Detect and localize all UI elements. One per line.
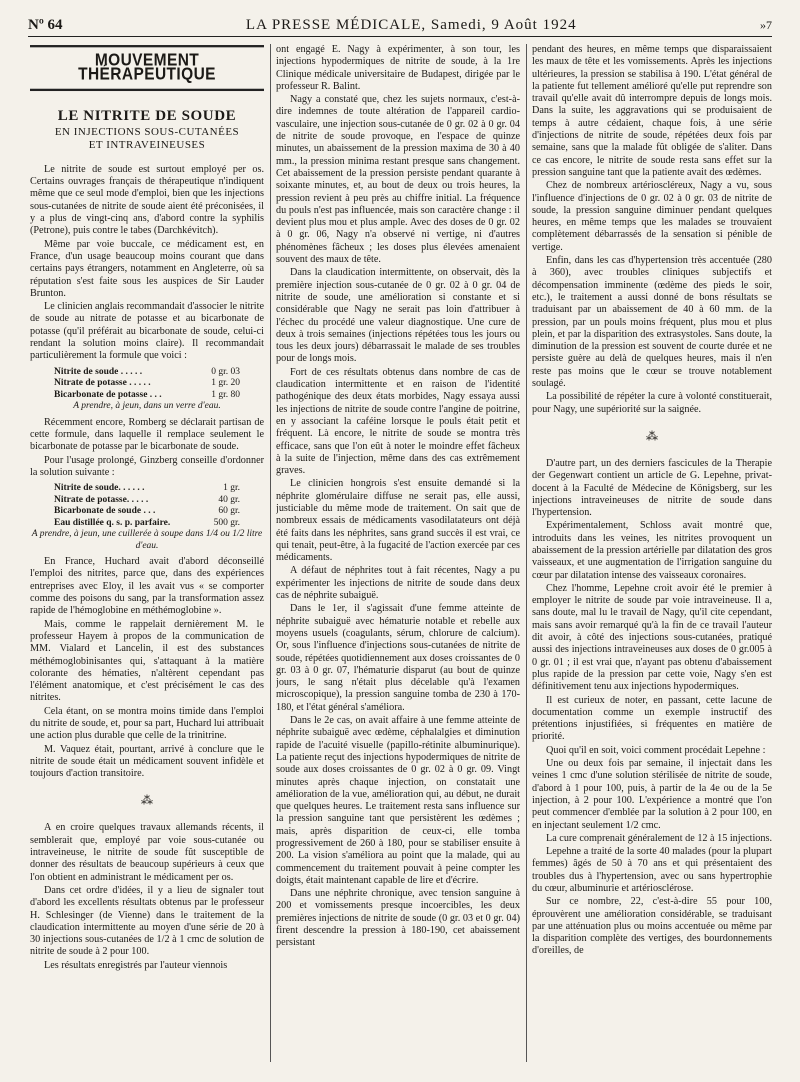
- column-3: [532, 44, 772, 1072]
- paragraph: Dans cet ordre d'idées, il y a lieu de signaler tout d'abord les excellents résultats obtenus par le professeur H. Schlesinger (de Vienne) dans le traitement de la claudication intermittente au moyen d'une série de 20 à 30 injections sous-cutanées de 1/2 à 1 cmc de solution de nitrite de soude à 2 pour 100.: [30, 884, 264, 958]
- column-1: [30, 44, 264, 1072]
- paragraph: Récemment encore, Romberg se déclarait partisan de cette formule, dans laquelle il remplace seulement le bicarbonate de potasse par le bicarbonate de soude.: [30, 416, 264, 453]
- paragraph: ont engagé E. Nagy à expérimenter, à son tour, les injections hypodermiques de nitrite de soude, à la 1re Clinique médicale universitaire de Budapest, dirigée par le professeur R. Balint.: [276, 44, 520, 92]
- paragraph: Pour l'usage prolongé, Ginzberg conseille d'ordonner la solution suivante :: [30, 454, 264, 478]
- paragraph: Il est curieux de noter, en passant, cette lacune de documentation comme un exemple instructif des prétentions injustifiées, si fréquentes en matière de priorité.: [532, 694, 772, 743]
- formula-row: [30, 495, 264, 507]
- ingredient: Nitrite de soude. . . . . .: [54, 483, 145, 494]
- paragraph: Cela étant, on se montra moins timide dans l'emploi du nitrite de soude, et, pour sa part, Huchard lui attribuait une action plus durable que celle de la trinitrine.: [30, 705, 264, 742]
- dose: 1 gr.: [223, 483, 240, 494]
- dose: 60 gr.: [218, 506, 240, 517]
- page-mark: »7: [759, 17, 772, 32]
- paragraph: Enfin, dans les cas d'hypertension très accentuée (280 à 360), avec troubles cliniques subjectifs et décompensation imminente (œdème des pieds le soir, etc.), le traitement a aussi donné de bons résultats se traduisant par un abaissement de 40 à 60 mm. de la pression, par un pouls moins fréquent, plus mou et plus plein, et par la disparition des extrasystoles. Sans doute, la diminution de la pression est souvent de courte durée et ne persiste guère au delà de quelques heures, mais il n'en reste pas moins que le cœur se trouve notablement soulagé.: [532, 255, 772, 390]
- ingredient: Nitrite de soude . . . . .: [54, 366, 143, 377]
- paragraph: pendant des heures, en même temps que disparaissaient les maux de tête et les vomissements. Après les injections ultérieures, la pression se stabilisa à 190. L'état général de la patiente fut tellement amélioré qu'elle put reprendre son travail qu'elle avait dû interrompre depuis de longs mois. Dans la suite, les aggravations qui se produisaient de temps à autre cédaient, chaque fois, à une série d'injections de nitrite de soude, répétées deux fois par semaine, sans que la malade fût obligée de s'aliter. Dans ce cas encore, le nitrite de soude resta sans effet sur la pression sanguine tant que la patiente avait des œdèmes.: [532, 44, 772, 178]
- column-2: [276, 44, 520, 1072]
- dose: 1 gr. 20: [211, 378, 240, 389]
- paragraph: D'autre part, un des derniers fascicules de la Therapie der Gegenwart contient un article de G. Lepehne, privat-docent à la Faculté de Médecine de Königsberg, sur les injections intraveineuses de nitrite de soude dans l'hypertension.: [532, 457, 772, 519]
- paragraph: Chez de nombreux artérioscléreux, Nagy a vu, sous l'influence d'injections de 0 gr. 02 à 0 gr. 03 de nitrite de soude, la pression sanguine diminuer pendant quelques heures, en même temps que les malades se trouvaient complètement débarrassés de la sensation si pénible de vertige.: [532, 180, 772, 253]
- issue-number: Nº 64: [28, 16, 63, 33]
- dose: 40 gr.: [218, 494, 240, 505]
- paragraph: Dans la claudication intermittente, on observait, dès la première injection sous-cutanée de 0 gr. 02 à 0 gr. 04 de nitrite de soude, une amélioration si constante et si considérable que Nagy ne serait pas loin d'attribuer à l'échec du procédé une valeur diagnostique. Une cure de deux à trois semaines (injections répétées tous les jours ou tous les deux jours) débarrassait le malade de ses troubles pour de longs mois.: [276, 267, 520, 365]
- paragraph: En France, Huchard avait d'abord déconseillé l'emploi des nitrites, parce que, dans des expériences entreprises avec Eloy, il les avait vus « se comporter comme des poisons du sang, par la transformation assez rapide de l'hémoglobine en méthémoglobine ».: [30, 556, 264, 617]
- paragraph: Nagy a constaté que, chez les sujets normaux, c'est-à-dire indemnes de toute altération de l'appareil cardio-vasculaire, une injection sous-cutanée de 0 gr. 02 à 0 gr. 04 de nitrite de soude provoque, en l'espace de quinze minutes, un abaissement de la pression maxima de 30 à 40 mm., la pression minima restant presque sans changement. Cet abaissement de la pression persiste pendant quarante à soixante minutes, et, au bout de deux ou trois heures, la pression revient à peu près au chiffre initial. La fréquence du pouls n'est pas influencée, mais son caractère change : il devient plus mou et plus ample. Avec des doses de 0 gr. 02 à 0 gr. 06, Nagy n'a observé ni vertige, ni d'autres phénomènes fâcheux ; les doses plus élevées amenaient souvent des maux de tête.: [276, 94, 520, 266]
- paragraph: Lepehne a traité de la sorte 40 malades (pour la plupart femmes) âgés de 50 à 70 ans et qui présentaient des troubles dus à l'hypertension, avec ou sans hypertrophie du cœur, albuminurie et artériosclérose.: [532, 846, 772, 894]
- paragraph: Dans une néphrite chronique, avec tension sanguine à 200 et vomissements presque incoercibles, les deux premières injections de nitrite de soude (0 gr. 03 et 0 gr. 04) firent descendre la pression à 180-190, cet abaissement persistant: [276, 888, 520, 949]
- paragraph: Même par voie buccale, ce médicament est, en France, d'un usage beaucoup moins courant que dans certains pays étrangers, notamment en Angleterre, où sa réputation s'est faite sous les auspices de Sir Lauder Brunton.: [30, 238, 264, 299]
- paragraph: Les résultats enregistrés par l'auteur viennois: [44, 959, 228, 971]
- formula-note: A prendre, à jeun, une cuillerée à soupe dans 1/4 ou 1/2 litre d'eau.: [31, 529, 263, 551]
- section-separator: ⁂: [646, 428, 658, 443]
- paragraph: Quoi qu'il en soit, voici comment procédait Lepehne :: [546, 744, 766, 756]
- formula-brunton: [30, 367, 264, 413]
- column-rule: [526, 44, 527, 1062]
- formula-ginzberg: [30, 483, 264, 552]
- article-subtitle-line: EN INJECTIONS SOUS-CUTANÉES: [54, 125, 240, 138]
- page-header: [28, 14, 772, 37]
- formula-note: A prendre, à jeun, dans un verre d'eau.: [73, 401, 221, 412]
- ingredient: Bicarbonate de potasse . . .: [54, 389, 162, 400]
- dose: 500 gr.: [213, 517, 240, 528]
- ingredient: Eau distillée q. s. p. parfaire.: [54, 517, 171, 528]
- paragraph: Le nitrite de soude est surtout employé per os. Certains ouvrages français de thérapeutique n'indiquent même que ce seul mode d'emploi, bien que les injections sous-cutanées de nitrite de soude aient été préconisées, il y a plus de vingt-cinq ans, d'abord contre la syphilis (Petrone), puis contre le tabes (Darchkévitch).: [30, 163, 264, 237]
- ingredient: Nitrate de potasse. . . . .: [54, 494, 149, 505]
- paragraph: Chez l'homme, Lepehne croit avoir été le premier à employer le nitrite de soude par voie intraveineuse. Il a, sans doute, mal lu le travail de Nagy, qu'il cite cependant, mais sans avoir remarqué qu'à la fin de ce travail l'auteur dit avoir, à côté des injections sous-cutanées, pratiqué aussi des injections intraveineuses aux doses de 0 gr.005 à 0 gr. 01 ; il est vrai que, n'ayant pas obtenu d'abaissement plus rapide de la pression par cette voie, Nagy s'en est définitivement tenu aux injections hypodermiques.: [532, 582, 772, 693]
- formula-row: [30, 367, 264, 379]
- column-rule: [270, 44, 271, 1062]
- dose: 1 gr. 80: [211, 389, 240, 400]
- article-subtitle: [30, 126, 264, 152]
- formula-row: [30, 483, 264, 495]
- paragraph: A en croire quelques travaux allemands récents, il semblerait que, employé par voie sous-cutanée ou intraveineuse, le nitrite de soude fût susceptible de donner des résultats de beaucoup supérieurs à ceux que l'on obtient en administrant le médicament per os.: [30, 822, 264, 883]
- paragraph: Mais, comme le rappelait dernièrement M. le professeur Hayem à propos de la communication de MM. Vialard et Lancelin, il est des substances méthémoglobinisantes qui, s'attaquant à la matière colorante des hématies, n'altèrent cependant pas l'élément anatomique, et c'est précisément le cas des nitrites.: [30, 618, 264, 704]
- paragraph: La possibilité de répéter la cure à volonté constituerait, pour Nagy, une supériorité sur la saignée.: [532, 391, 772, 415]
- paragraph: Expérimentalement, Schloss avait montré que, introduits dans les veines, les nitrites provoquent un abaissement de la pression artérielle par dilatation des gros vaisseaux, et une augmentation de l'irrigation sanguine du cœur par dilatation intense des vaisseaux coronaires.: [532, 520, 772, 581]
- ingredient: Nitrate de potasse . . . . .: [54, 378, 151, 389]
- journal-title: LA PRESSE MÉDICALE, Samedi, 9 Août 1924: [245, 16, 577, 33]
- paragraph: Une ou deux fois par semaine, il injectait dans les veines 1 cmc d'une solution stérilisée de nitrite de soude, d'abord à 1 pour 100, puis, à partir de la 4e ou de la 5e injection, à 2 pour 100. L'expérience a montré que l'on peut commencer d'emblée par la solution à 2 pour 100, en en injectant seulement 1/2 cmc.: [532, 758, 772, 831]
- paragraph: M. Vaquez était, pourtant, arrivé à conclure que le nitrite de soude était un médicament souvent infidèle et toujours d'action transitoire.: [30, 743, 264, 780]
- section-separator: ⁂: [141, 793, 153, 808]
- formula-row: [30, 390, 264, 402]
- paragraph: Le clinicien hongrois s'est ensuite demandé si la néphrite glomérulaire diffuse ne serait pas, elle aussi, justiciable du même mode de traitement. On sait que de nombreux essais de médicaments vasodilatateurs ont déjà été faits dans les néphrites, sans grand succès il est vrai, ce qui tenait, peut-être, à la fugacité de l'action exercée par ces médicaments.: [276, 478, 520, 564]
- article-subtitle-line: ET INTRAVEINEUSES: [88, 138, 206, 151]
- paragraph: A défaut de néphrites tout à fait récentes, Nagy a pu expérimenter les injections de nitrite de soude dans deux cas de néphrite subaiguë.: [276, 565, 520, 602]
- ingredient: Bicarbonate de soude . . .: [54, 506, 156, 517]
- paragraph: La cure comprenait généralement de 12 à 15 injections.: [546, 832, 772, 844]
- paragraph: Fort de ces résultats obtenus dans nombre de cas de claudication intermittente et en raison de l'identité pathogénique des deux états morbides, Nagy essaya aussi les injections de nitrite de soude contre l'angine de poitrine, en y associant la caféine lorsque le pouls était petit et fréquent. Là encore, le nitrite de soude se montra très efficace, sans que l'on eût à noter le moindre effet fâcheux à la suite de l'injection, même dans des cas extrêmement graves.: [276, 366, 520, 477]
- formula-row: [30, 506, 264, 518]
- dose: 0 gr. 03: [211, 366, 240, 377]
- formula-row: [30, 518, 264, 530]
- formula-row: [30, 378, 264, 390]
- section-title: MOUVEMENT THÉRAPEUTIQUE: [30, 45, 264, 91]
- paragraph: Dans le 2e cas, on avait affaire à une femme atteinte de néphrite subaiguë avec œdème, céphalalgies et diminution rapide de l'acuité visuelle (papillo-rétinite albuminurique). La patiente reçut des injections hypodermiques de nitrite de soude aux doses croissantes de 0 gr. 02 à 0 gr. 09. Vingt minutes après chaque injection, on constatait une amélioration de la vue, amélioration qui, au début, ne durait que quelques heures. Le traitement resta sans influence sur la pression sanguine tant que persistèrent les œdèmes ; mais, après disparition de ceux-ci, elle tomba progressivement de 260 à 180, pour se stabiliser ensuite à 200. La vision s'améliora au point que la malade, qui au commencement du traitement pouvait à peine compter les doigts, était maintenant capable de lire et d'écrire.: [276, 715, 520, 886]
- paragraph: Dans le 1er, il s'agissait d'une femme atteinte de néphrite subaiguë avec hématurie notable et rebelle aux moyens usuels (coagulants, sérum, chlorure de calcium). Or, sous l'influence d'injections sous-cutanées de nitrite de soude, répétées quotidiennement aux doses croissantes de 0 gr. 03 à 0 gr. 07, l'hématurie disparut (au bout de quinze jours, le sang n'était plus décelable qu'à l'examen microscopique), la pression sanguine tomba de 230 à 170-180, et l'état général s'améliora.: [276, 603, 520, 713]
- paragraph: Sur ce nombre, 22, c'est-à-dire 55 pour 100, éprouvèrent une amélioration considérable, se traduisant par une atténuation plus ou moins accentuée ou même par la disparition complète des vertiges, des bourdonnements d'oreilles, de: [532, 896, 772, 957]
- paragraph: Le clinicien anglais recommandait d'associer le nitrite de soude au nitrate de potasse et au bicarbonate de potasse (qu'il préférait au bicarbonate de soude, celui-ci rendant la solution moins claire). Il recommandait particulièrement la formule que voici :: [30, 301, 264, 362]
- article-title: LE NITRITE DE SOUDE: [57, 107, 237, 124]
